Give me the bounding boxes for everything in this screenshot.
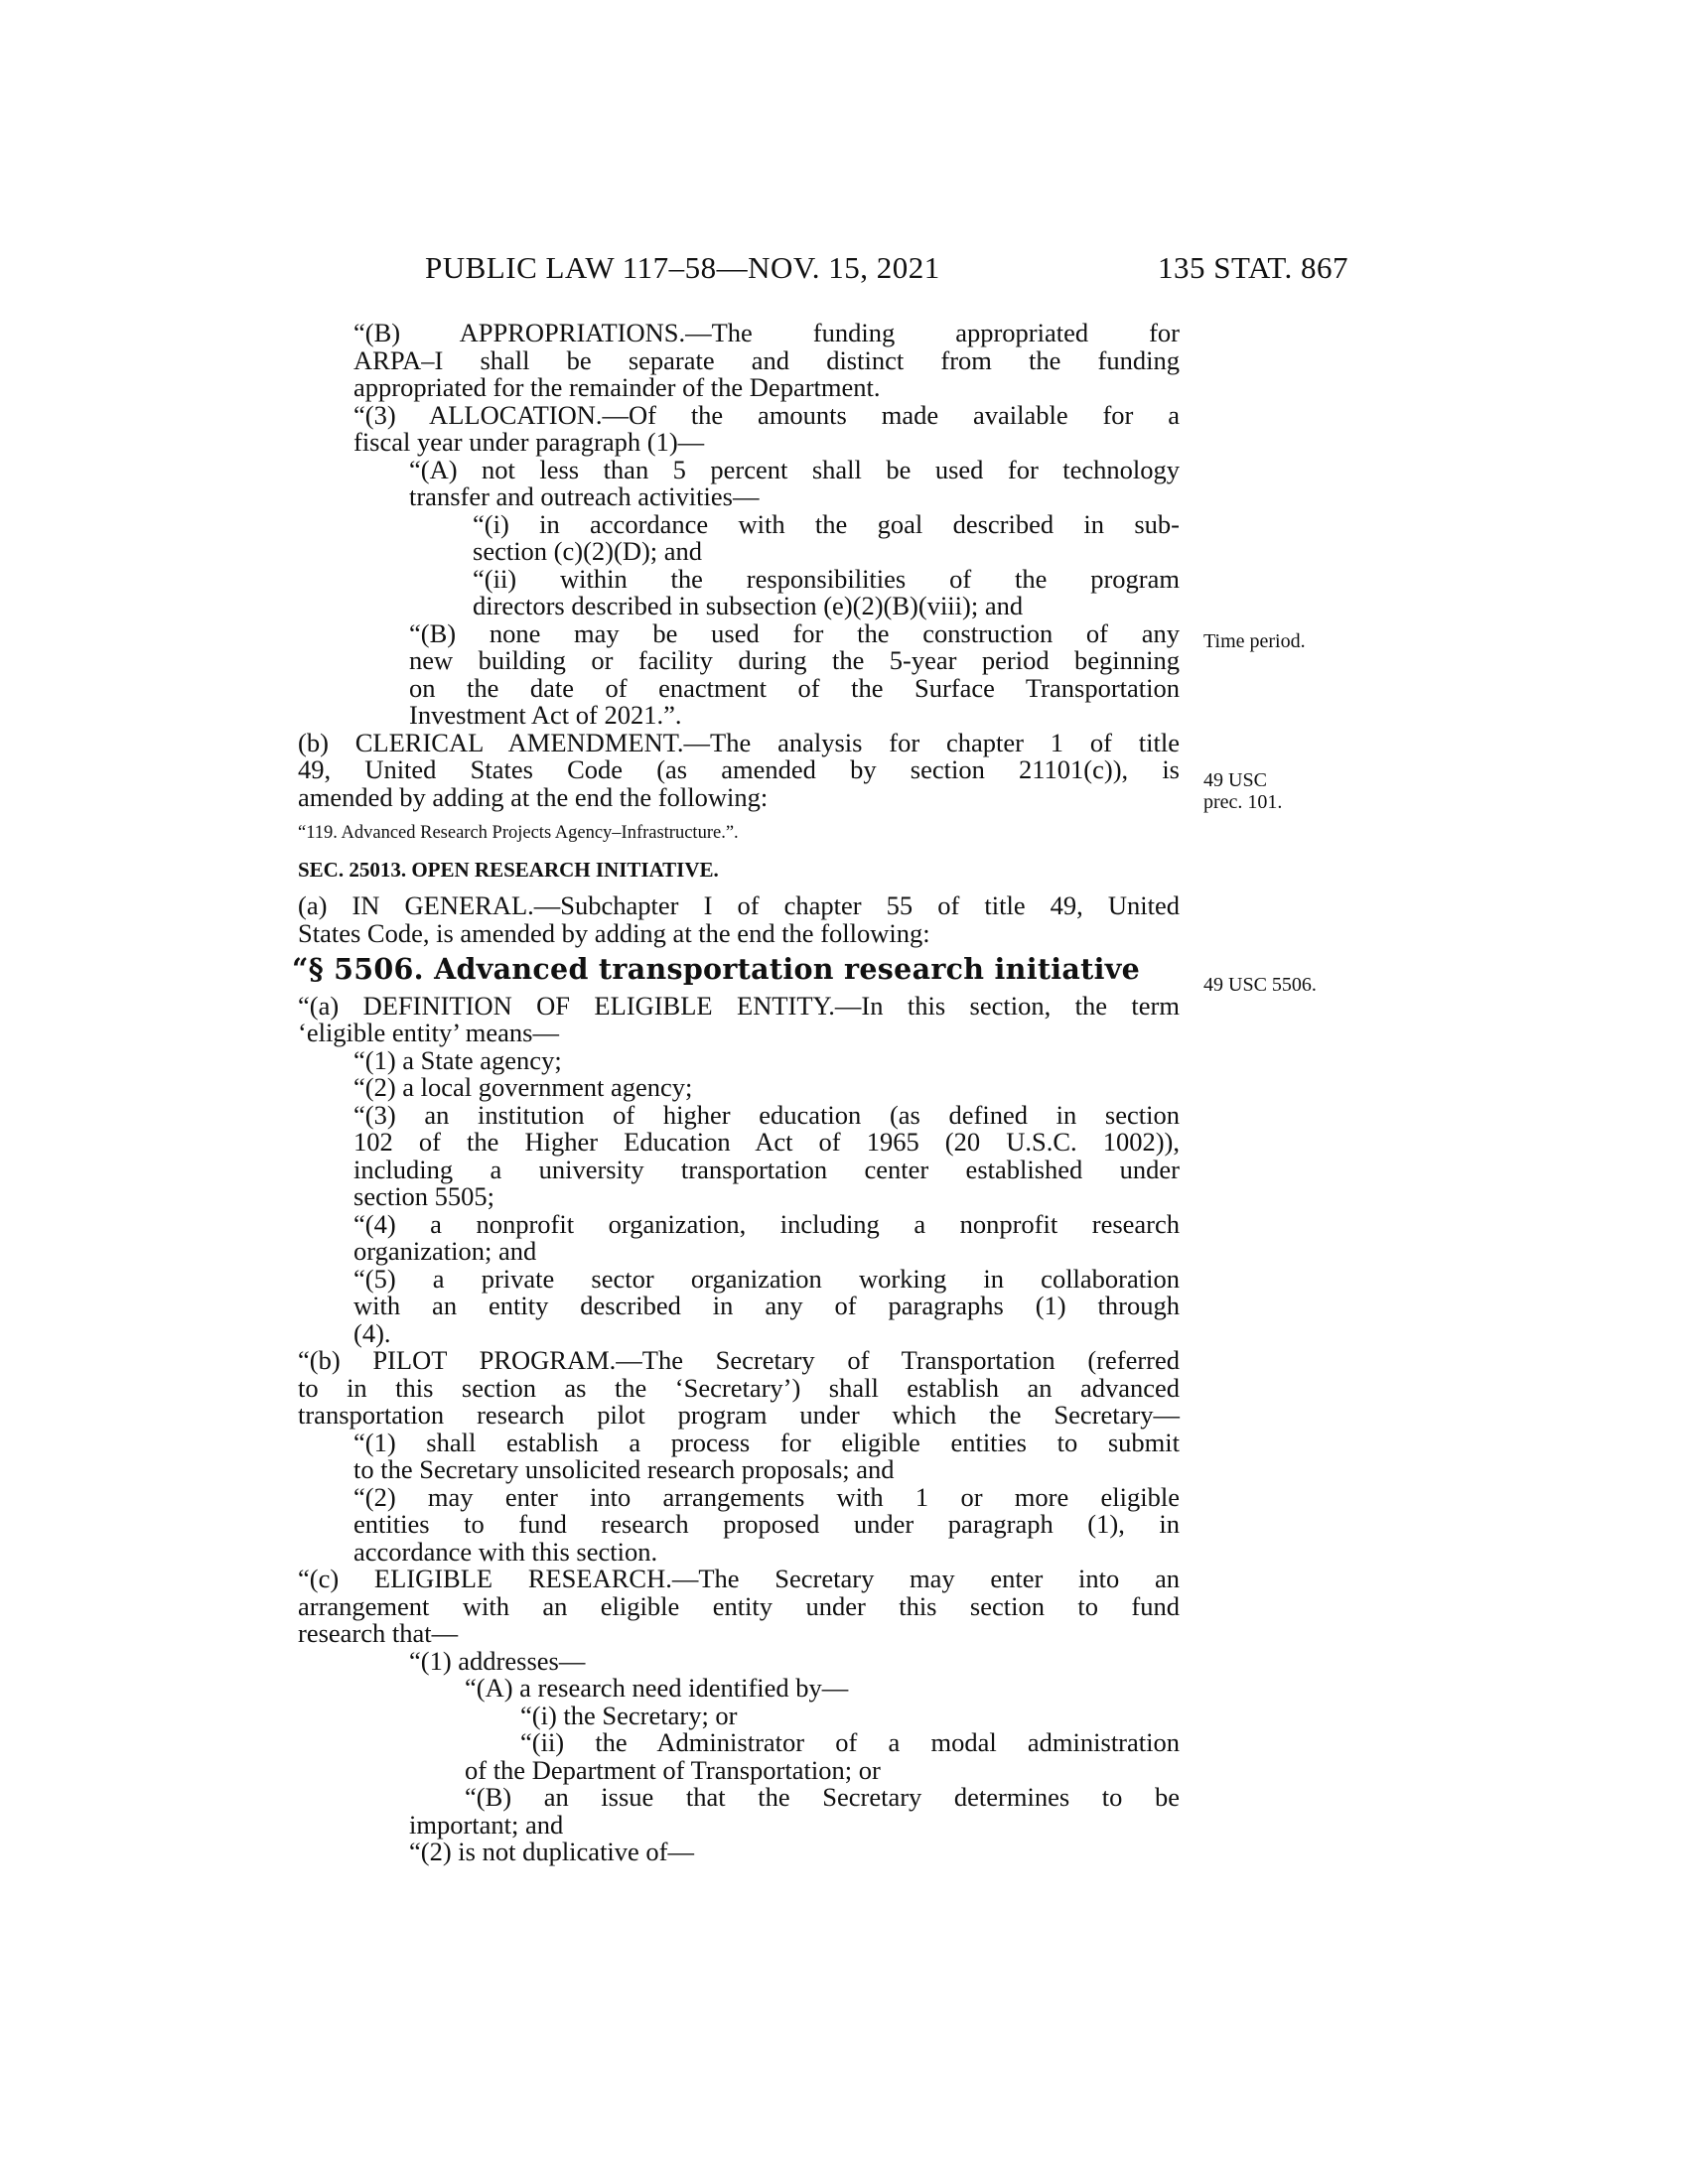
text-line: States Code, is amended by adding at the end the following: (298, 917, 930, 948)
text-line: “(b) PILOT PROGRAM.—The Secretary of Transportation (referred (298, 1345, 1180, 1375)
text-line: “(1) addresses— (409, 1645, 586, 1676)
text-line: to in this section as the ‘Secretary’) shall establish an advanced (298, 1372, 1180, 1403)
text-line: “(2) may enter into arrangements with 1 or more eligible (353, 1481, 1180, 1512)
text-line: “(B) none may be used for the construction of any (409, 617, 1180, 648)
text-line: “(i) the Secretary; or (520, 1700, 738, 1730)
margin-note-time-period: Time period. (1203, 630, 1306, 652)
text-line: on the date of enactment of the Surface Transportation (409, 672, 1180, 703)
text-line: “(c) ELIGIBLE RESEARCH.—The Secretary may enter into an (298, 1564, 1180, 1593)
text-line: “(ii) within the responsibilities of the program (473, 563, 1180, 594)
text-line: organization; and (353, 1236, 537, 1266)
text-line: “(2) a local government agency; (353, 1072, 693, 1102)
text-line: arrangement with an eligible entity under this section to fund (298, 1590, 1180, 1621)
text-line: “(4) a nonprofit organization, including a nonprofit research (353, 1208, 1180, 1239)
text-line: 102 of the Higher Education Act of 1965 (20 U.S.C. 1002)), (353, 1127, 1180, 1157)
text-line: ARPA–I shall be separate and distinct from the funding (353, 344, 1180, 375)
text-line: amended by adding at the end the following: (298, 781, 769, 812)
text-line: (b) CLERICAL AMENDMENT.—The analysis for chapter 1 of title (298, 727, 1180, 757)
text-line: (4). (353, 1317, 391, 1348)
text-line: Investment Act of 2021.”. (409, 700, 682, 730)
text-line: appropriated for the remainder of the Department. (353, 372, 881, 402)
margin-note-usc-prec: prec. 101. (1203, 791, 1283, 813)
text-line: section (c)(2)(D); and (473, 536, 703, 566)
text-line: 49, United States Code (as amended by section 21101(c)), is (298, 754, 1180, 784)
text-line: “(3) ALLOCATION.—Of the amounts made available for a (353, 399, 1180, 430)
text-line: transportation research pilot program under which the Secretary— (298, 1400, 1180, 1430)
text-line: “(2) is not duplicative of— (409, 1837, 695, 1866)
code-section-heading: “§ 5506. Advanced transportation research initiative (292, 952, 1141, 986)
text-line: to the Secretary unsolicited research proposals; and (353, 1454, 895, 1484)
text-line: accordance with this section. (353, 1536, 658, 1567)
text-line: “(A) not less than 5 percent shall be used for technology (409, 454, 1180, 484)
statute-text (292, 318, 1180, 1866)
text-line: “(i) in accordance with the goal described in sub- (473, 508, 1180, 539)
text-line: research that— (298, 1618, 459, 1648)
text-line: directors described in subsection (e)(2)(B)(viii); and (473, 591, 1024, 620)
text-line: “(ii) the Administrator of a modal administration (520, 1727, 1180, 1757)
text-line: “(B) an issue that the Secretary determines to be (465, 1782, 1180, 1812)
text-line: new building or facility during the 5-year period beginning (409, 645, 1180, 675)
text-line: “(1) a State agency; (353, 1044, 562, 1075)
text-line: “(1) shall establish a process for eligible entities to submit (353, 1427, 1180, 1457)
text-line: “119. Advanced Research Projects Agency–Infrastructure.”. (298, 823, 739, 843)
text-line: “(a) DEFINITION OF ELIGIBLE ENTITY.—In this section, the term (298, 990, 1180, 1021)
running-header-title: PUBLIC LAW 117–58—NOV. 15, 2021 (425, 250, 940, 285)
text-line: fiscal year under paragraph (1)— (353, 427, 705, 457)
text-line: “(A) a research need identified by— (465, 1673, 849, 1703)
margin-note-usc-5506: 49 USC 5506. (1203, 974, 1317, 996)
text-line: of the Department of Transportation; or (465, 1754, 881, 1785)
text-line: including a university transportation center established under (353, 1154, 1180, 1184)
text-line: ‘eligible entity’ means— (298, 1018, 559, 1047)
text-line: section 5505; (353, 1181, 495, 1211)
section-heading: SEC. 25013. OPEN RESEARCH INITIATIVE. (298, 857, 719, 882)
text-line: with an entity described in any of paragraphs (1) through (353, 1291, 1180, 1320)
margin-note-usc-prec: 49 USC (1203, 769, 1267, 791)
text-line: entities to fund research proposed under paragraph (1), in (353, 1509, 1180, 1539)
text-line: important; and (409, 1809, 564, 1840)
text-line: “(5) a private sector organization working in collaboration (353, 1263, 1180, 1294)
text-line: transfer and outreach activities— (409, 481, 760, 511)
text-line: “(B) APPROPRIATIONS.—The funding appropriated for (353, 318, 1180, 347)
text-line: (a) IN GENERAL.—Subchapter I of chapter 55 of title 49, United (298, 890, 1180, 920)
text-line: “(3) an institution of higher education (as defined in section (353, 1099, 1180, 1130)
page-number: 135 STAT. 867 (1158, 250, 1349, 285)
